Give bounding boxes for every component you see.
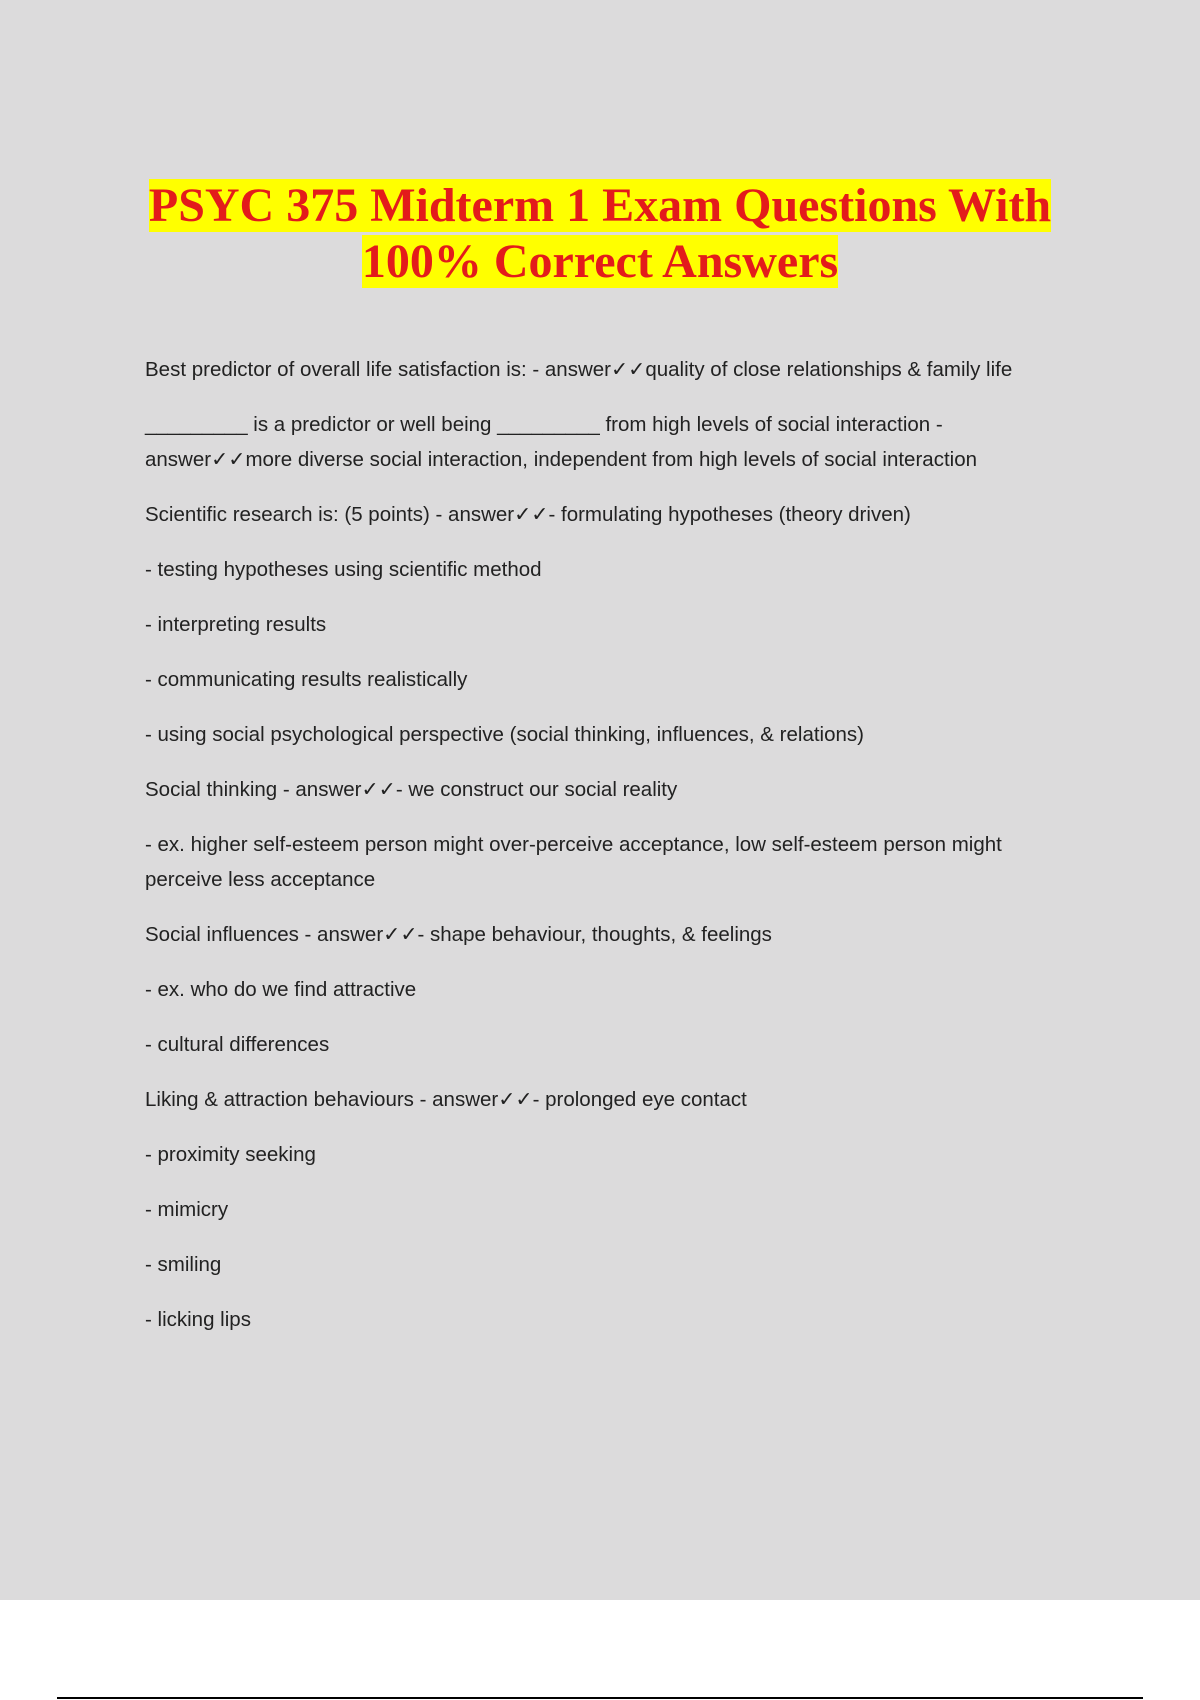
- paragraph: - ex. who do we find attractive: [145, 978, 417, 1001]
- page-divider: [57, 1697, 1143, 1699]
- paragraph: - cultural differences: [145, 1033, 330, 1056]
- title-line-2: 100% Correct Answers: [361, 235, 839, 288]
- paragraph: Scientific research is: (5 points) - answer✓✓- formulating hypotheses (theory driven): [145, 503, 911, 526]
- title-line-1: PSYC 375 Midterm 1 Exam Questions With: [148, 179, 1052, 232]
- paragraph: - proximity seeking: [145, 1143, 316, 1166]
- paragraph: Best predictor of overall life satisfaction is: - answer✓✓quality of close relationships & family life: [145, 358, 1013, 381]
- paragraph: - interpreting results: [145, 613, 327, 636]
- paragraph: Social influences - answer✓✓- shape behaviour, thoughts, & feelings: [145, 923, 772, 946]
- paragraph: - testing hypotheses using scientific method: [145, 558, 542, 581]
- paragraph: _________ is a predictor or well being _________ from high levels of social interaction - answer✓✓more diverse social interaction, independent from high levels of social interaction: [145, 413, 977, 471]
- paragraph: Liking & attraction behaviours - answer✓✓- prolonged eye contact: [145, 1088, 747, 1111]
- paragraph: - mimicry: [145, 1198, 229, 1221]
- paragraph: - ex. higher self-esteem person might over-perceive acceptance, low self-esteem person might perceive less acceptance: [145, 833, 1002, 891]
- paragraph: - licking lips: [145, 1308, 251, 1331]
- document-body: [145, 352, 1080, 1357]
- paragraph: - using social psychological perspective (social thinking, influences, & relations): [145, 723, 864, 746]
- paragraph: - smiling: [145, 1253, 222, 1276]
- document-title: [120, 178, 1080, 290]
- paragraph: Social thinking - answer✓✓- we construct our social reality: [145, 778, 678, 801]
- paragraph: - communicating results realistically: [145, 668, 468, 691]
